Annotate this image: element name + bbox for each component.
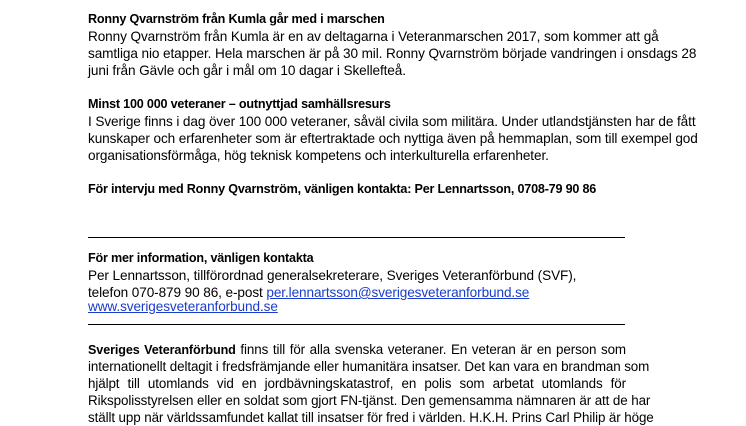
paragraph-line: samtliga nio etapper. Hela marschen är på 30 mil. Ronny Qvarnström började vandringen i onsdags 28	[88, 46, 697, 61]
contact-person: Per Lennartsson, tillförordnad generalsekreterare, Sveriges Veteranförbund (SVF),	[88, 268, 577, 283]
about-text: finns till för alla svenska veteraner. En veteran är en person som	[235, 342, 626, 357]
about-line: Rikspolisstyrelsen eller en soldat som gjort FN-tjänst. Den gemensamma nämnaren är att de har	[88, 393, 651, 408]
about-line	[88, 341, 626, 359]
email-link[interactable]: per.lennartsson@sverigesveteranforbund.se	[266, 285, 530, 300]
paragraph-line: organisationsförmåga, hög teknisk kompetens och interkulturella erfarenheter.	[88, 148, 549, 163]
org-name: Sveriges Veteranförbund	[88, 343, 236, 357]
interview-contact: För intervju med Ronny Qvarnström, vänligen kontakta: Per Lennartsson, 0708-79 90 86	[88, 182, 597, 196]
contact-phone: telefon 070-879 90 86, e-post	[88, 285, 267, 300]
website-link[interactable]: www.sverigesveteranforbund.se	[88, 299, 278, 314]
paragraph-line: kunskaper och erfarenheter som är eftertraktade och nyttiga även på hemmaplan, som till exempel god	[88, 131, 698, 146]
paragraph-line: juni från Gävle och går i mål om 10 dagar i Skellefteå.	[88, 63, 406, 78]
paragraph-line: I Sverige finns i dag över 100 000 veteraner, såväl civila som militära. Under utlandstjänsten har de fått	[88, 114, 696, 129]
about-line: internationellt deltagit i fredsfrämjande eller humanitära insatser. Det kan vara en brandman som	[88, 359, 650, 374]
section-heading-veterans: Minst 100 000 veteraner – outnyttjad samhällsresurs	[88, 97, 391, 111]
about-line: ställt upp när världssamfundet kallat till insatser för fred i världen. H.K.H. Prins Carl Philip är höge	[88, 410, 654, 425]
section-heading-kumla: Ronny Qvarnström från Kumla går med i marschen	[88, 12, 385, 26]
divider	[88, 237, 625, 238]
contact-heading: För mer information, vänligen kontakta	[88, 251, 314, 265]
paragraph-line: Ronny Qvarnström från Kumla är en av deltagarna i Veteranmarschen 2017, som kommer att gå	[88, 29, 659, 44]
divider	[88, 324, 625, 325]
about-line: hjälpt till utomlands vid en jordbävningskatastrof, en polis som arbetat utomlands för	[88, 376, 626, 391]
